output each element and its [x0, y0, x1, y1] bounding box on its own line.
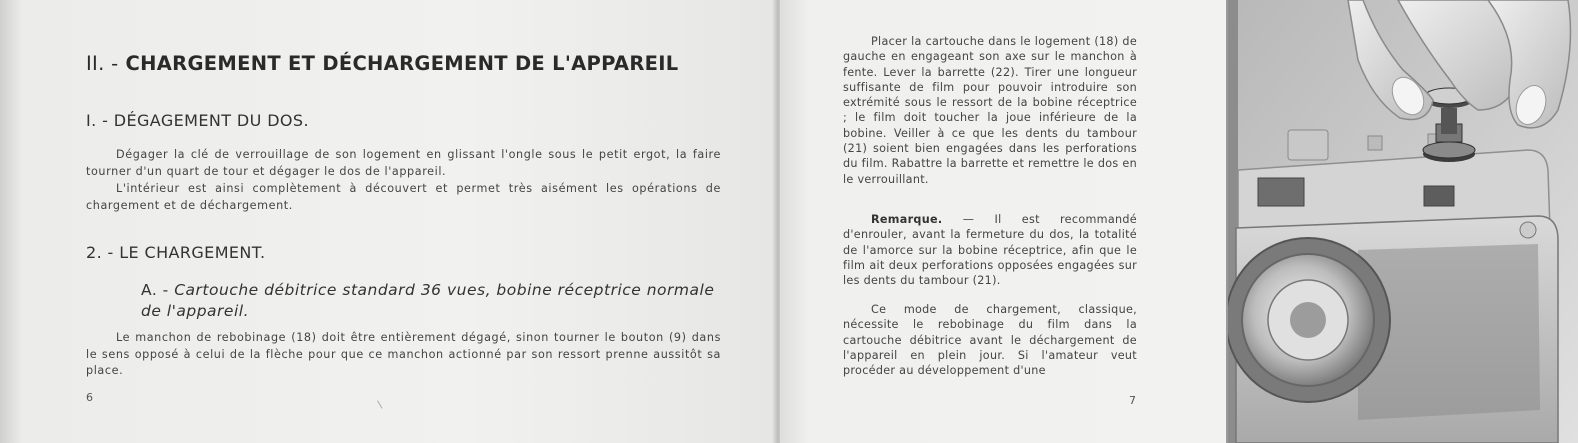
subsection-title: Cartouche débitrice standard 36 vues, bobine réceptrice normale de l'appareil.: [141, 281, 715, 320]
subsection-label: A. -: [141, 281, 169, 299]
page-number-right: 7: [1129, 394, 1136, 407]
chapter-number: II. -: [86, 52, 119, 75]
right-paragraph1: Placer la cartouche dans le logement (18) de gauche en engageant son axe sur le manchon à fente. Lever la barrette (22). Tirer une longueur suffisante de film pour pouvoir introduire son extrémité sous le ressort de la bobine réceptrice ; le film doit toucher la joue inférieure de la bobine. Veiller à ce que les dents du tambour (21) soient bien engagées dans les perforations du film. Rabattre la barrette et remettre le dos en le verrouillant.: [843, 35, 1137, 186]
page-number-left: 6: [86, 391, 93, 404]
remark-paragraph: [843, 212, 1137, 288]
section1-paragraph1: Dégager la clé de verrouillage de son logement en glissant l'ongle sous le petit ergot, la faire tourner d'un quart de tour et dégager le dos de l'appareil.: [86, 148, 721, 178]
camera-illustration: [1228, 0, 1578, 443]
section2-paragraph: Le manchon de rebobinage (18) doit être entièrement dégagé, sinon tourner le bouton (9) dans le sens opposé à celui de la flèche pour que ce manchon actionné par son ressort prenne aussitôt sa place.: [86, 331, 721, 377]
left-page: [0, 0, 778, 443]
remark-text: — Il est recommandé d'enrouler, avant la fermeture du dos, la totalité de l'amorce sur la bobine réceptrice, afin que le film ait deux perforations opposées engagées sur les dents du tambour (21).: [843, 213, 1137, 288]
camera-photo: [1228, 0, 1578, 443]
right-paragraph3: Ce mode de chargement, classique, nécessite le rebobinage du film dans la cartouche débitrice avant le déchargement de l'appareil en plein jour. Si l'amateur veut procéder au développement d'une: [843, 303, 1137, 378]
section1-heading: I. - DÉGAGEMENT DU DOS.: [86, 111, 309, 130]
chapter-title: [86, 52, 679, 75]
subsection-heading: [141, 280, 721, 322]
remark-label: Remarque.: [871, 213, 943, 226]
paper-mark: [377, 398, 386, 408]
chapter-title-text: CHARGEMENT ET DÉCHARGEMENT DE L'APPAREIL: [125, 52, 679, 75]
section2-heading: 2. - LE CHARGEMENT.: [86, 243, 266, 262]
right-page: [780, 0, 1226, 443]
section1-paragraph2: L'intérieur est ainsi complètement à découvert et permet très aisément les opérations de chargement et de déchargement.: [86, 182, 721, 212]
